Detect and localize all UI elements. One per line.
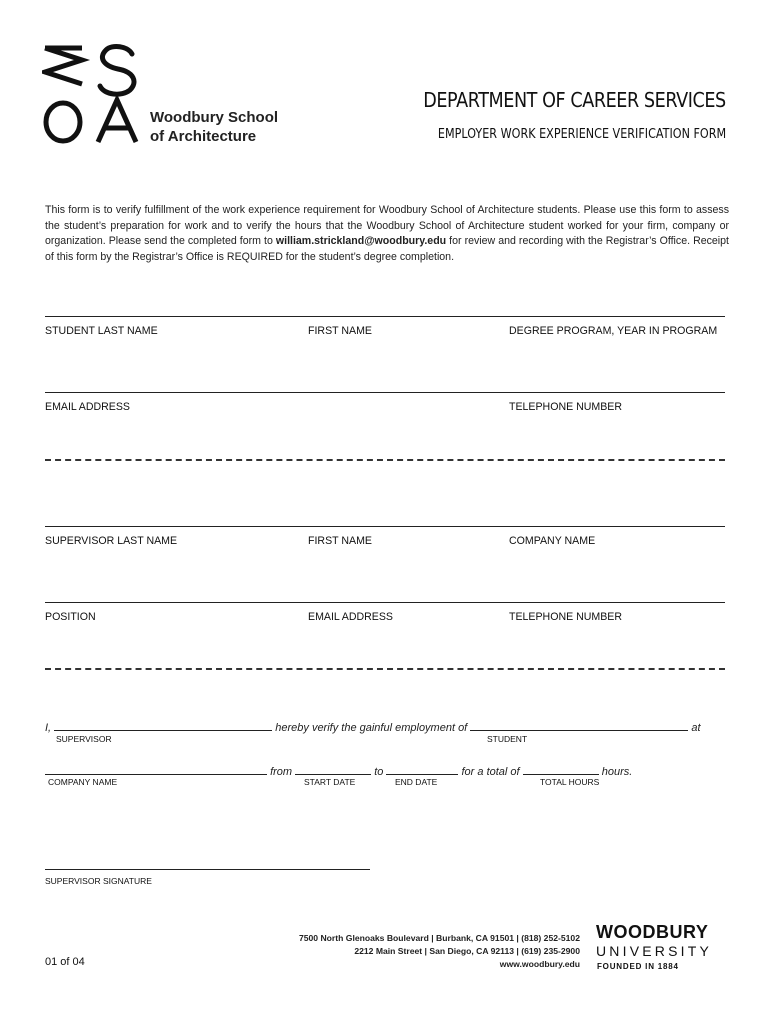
signature-line[interactable] (45, 869, 370, 870)
start-date-blank[interactable] (295, 763, 371, 775)
total-hours-caption: TOTAL HOURS (540, 777, 600, 787)
company-name-blank[interactable] (45, 763, 267, 775)
verify-hereby-text: hereby verify the gainful employment of (275, 722, 468, 734)
start-date-caption: START DATE (304, 777, 356, 787)
verification-line-2 (45, 763, 632, 778)
section-divider (45, 459, 725, 461)
supervisor-name-blank[interactable] (54, 719, 272, 731)
university-logo-word: UNIVERSITY (596, 943, 713, 959)
logo-wordmark (150, 108, 278, 146)
intro-text-2: for review and recording with the Registrar’s Office. Receipt of this form by the Registrar’s Office is REQUIRED for the student’s degree completion. (45, 235, 729, 263)
page-number: 01 of 04 (45, 956, 85, 968)
verify-at-text: at (691, 722, 701, 734)
footer-address (299, 932, 580, 971)
contact-email-link[interactable]: william.strickland@woodbury.edu (275, 235, 447, 247)
intro-text-1: This form is to verify fulfillment of the work experience requirement for Woodbury School of Architecture students. Please use this form to assess the student’s preparation for work and to verify the hours that the Woodbury School of Architecture student worked for your firm, company or organization. Please send the completed form to (45, 204, 729, 247)
student-last-name-label: STUDENT LAST NAME (45, 325, 158, 337)
supervisor-caption: SUPERVISOR (56, 734, 112, 744)
total-hours-blank[interactable] (523, 763, 599, 775)
student-phone-label: TELEPHONE NUMBER (509, 401, 623, 413)
supervisor-name-field-line[interactable] (45, 526, 725, 527)
student-caption: STUDENT (487, 734, 528, 744)
degree-program-label: DEGREE PROGRAM, YEAR IN PROGRAM (509, 325, 718, 337)
student-email-label: EMAIL ADDRESS (45, 401, 130, 413)
website-link[interactable]: www.woodbury.edu (499, 959, 580, 969)
verify-from-text: from (270, 766, 293, 778)
founded-year: FOUNDED IN 1884 (597, 962, 679, 971)
university-logo-name: WOODBURY (596, 922, 709, 942)
supervisor-last-name-label: SUPERVISOR LAST NAME (45, 535, 178, 547)
logo-line-2: of Architecture (150, 128, 257, 145)
signature-label: SUPERVISOR SIGNATURE (45, 876, 152, 886)
verification-line-1 (45, 719, 701, 734)
supervisor-contact-field-line[interactable] (45, 602, 725, 603)
verify-to-text: to (374, 766, 384, 778)
student-contact-field-line[interactable] (45, 392, 725, 393)
address-burbank: 7500 North Glenoaks Boulevard | Burbank, CA 91501 | (818) 252-5102 (298, 933, 580, 943)
supervisor-first-name-label: FIRST NAME (308, 535, 372, 547)
student-first-name-label: FIRST NAME (308, 325, 372, 337)
intro-paragraph (45, 203, 729, 265)
address-san-diego: 2212 Main Street | San Diego, CA 92113 | (619) 235-2900 (354, 946, 580, 956)
verify-total-text: for a total of (461, 766, 520, 778)
student-name-field-line[interactable] (45, 316, 725, 317)
department-title: DEPARTMENT OF CAREER SERVICES (423, 88, 726, 112)
student-name-blank[interactable] (470, 719, 688, 731)
form-title: EMPLOYER WORK EXPERIENCE VERIFICATION FORM (437, 127, 726, 142)
supervisor-email-label: EMAIL ADDRESS (308, 611, 393, 623)
section-divider-2 (45, 668, 725, 670)
supervisor-phone-label: TELEPHONE NUMBER (509, 611, 623, 623)
company-name-label: COMPANY NAME (509, 535, 596, 547)
end-date-caption: END DATE (395, 777, 438, 787)
verify-hours-text: hours. (601, 766, 633, 778)
logo-line-1: Woodbury School (150, 109, 279, 126)
woodbury-architecture-logo-icon (42, 42, 142, 147)
verify-i-text: I, (45, 722, 52, 734)
end-date-blank[interactable] (386, 763, 458, 775)
position-label: POSITION (45, 611, 96, 623)
company-caption: COMPANY NAME (48, 777, 118, 787)
